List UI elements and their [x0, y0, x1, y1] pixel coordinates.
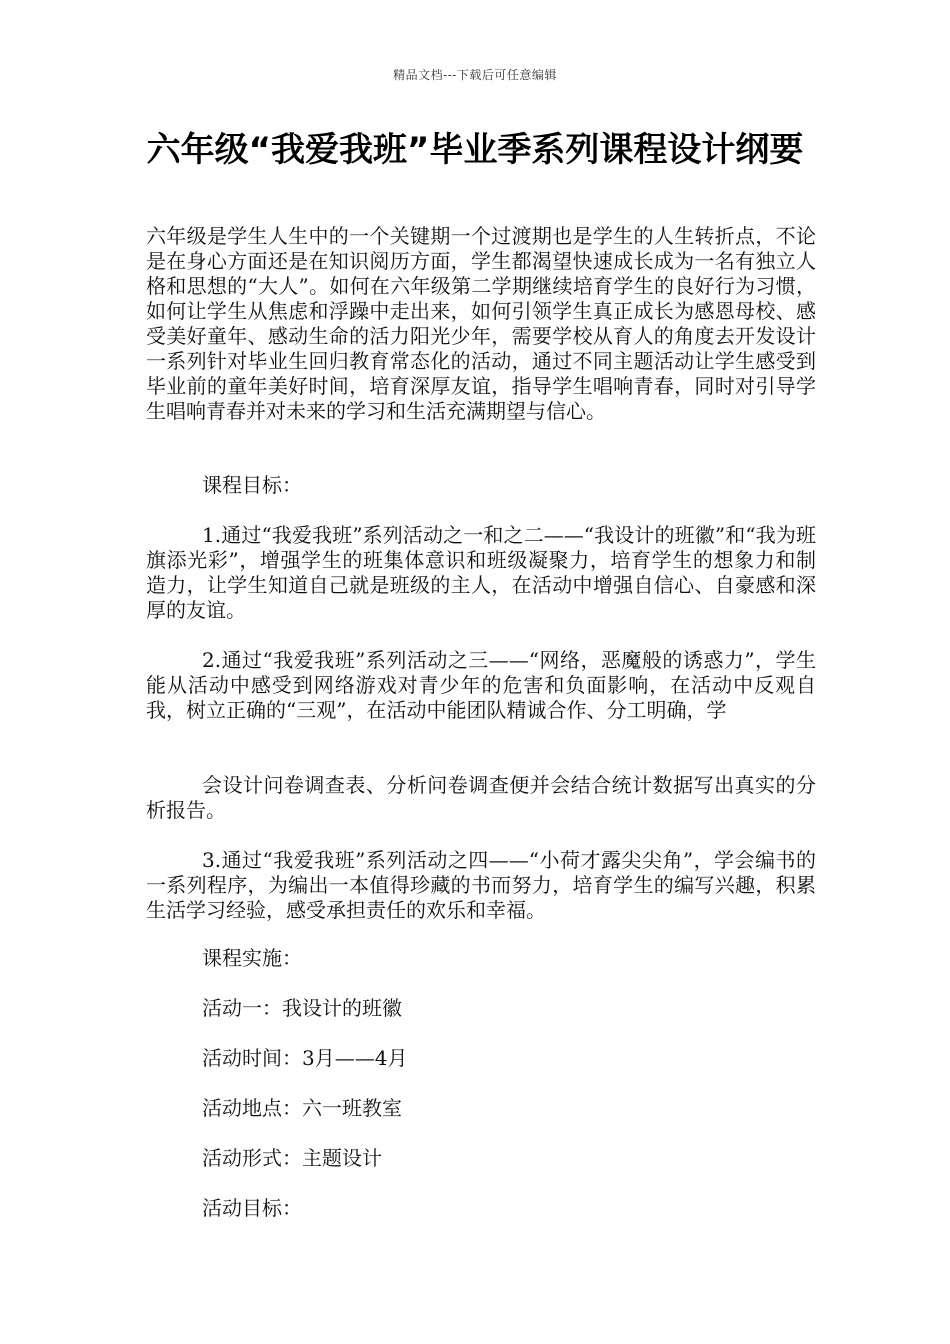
- implementation-heading: 课程实施：: [202, 946, 302, 970]
- goal-item-2: 2.通过“我爱我班”系列活动之三——“网络，恶魔般的诱惑力”，学生能从活动中感受到网络游戏对青少年的危害和负面影响，在活动中反观自我，树立正确的“三观”，在活动中能团队精诚合作、分工明确，学: [146, 648, 816, 722]
- header-note: 精品文档---下载后可任意编辑: [393, 68, 557, 82]
- goal-heading: 课程目标：: [202, 473, 302, 497]
- activity-aim: 活动目标：: [202, 1196, 302, 1220]
- activity-place: 活动地点：六一班教室: [202, 1096, 402, 1120]
- document-title: 六年级“我爱我班”毕业季系列课程设计纲要: [146, 130, 804, 170]
- goal-item-1: 1.通过“我爱我班”系列活动之一和之二——“我设计的班徽”和“我为班旗添光彩”，增强学生的班集体意识和班级凝聚力，培育学生的想象力和制造力，让学生知道自己就是班级的主人，在活动中增强自信心、自豪感和深厚的友谊。: [146, 523, 816, 622]
- activity-form: 活动形式：主题设计: [202, 1146, 382, 1170]
- activity-1-title: 活动一：我设计的班徽: [202, 996, 402, 1020]
- goal-item-3: 3.通过“我爱我班”系列活动之四——“小荷才露尖尖角”，学会编书的一系列程序，为编出一本值得珍藏的书而努力，培育学生的编写兴趣，积累生活学习经验，感受承担责任的欢乐和幸福。: [146, 848, 816, 922]
- activity-time: 活动时间：3月——4月: [202, 1046, 408, 1070]
- intro-paragraph: 六年级是学生人生中的一个关键期一个过渡期也是学生的人生转折点，不论是在身心方面还是在知识阅历方面，学生都渴望快速成长成为一名有独立人格和思想的“大人”。如何在六年级第二学期继续培育学生的良好行为习惯，如何让学生从焦虑和浮躁中走出来，如何引领学生真正成长为感恩母校、感受美好童年、感动生命的活力阳光少年，需要学校从育人的角度去开发设计一系列针对毕业生回归教育常态化的活动，通过不同主题活动让学生感受到毕业前的童年美好时间，培育深厚友谊，指导学生唱响青春，同时对引导学生唱响青春并对未来的学习和生活充满期望与信心。: [146, 224, 816, 423]
- goal-item-2-continued: 会设计问卷调查表、分析问卷调查便并会结合统计数据写出真实的分析报告。: [146, 773, 816, 822]
